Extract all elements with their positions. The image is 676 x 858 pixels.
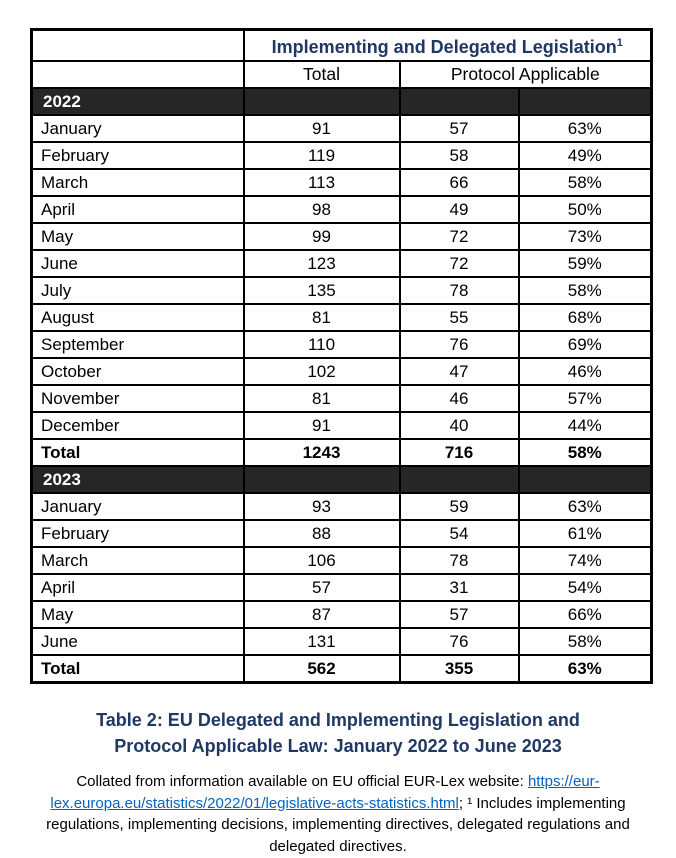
footnote-text-after-link: ; ¹ Includes implementing regulations, implementing decisions, implementing directives, delegated regulations and delegated directives. (46, 794, 630, 855)
protocol-percent-cell: 69% (519, 331, 652, 358)
year-band-empty-cell (519, 466, 652, 493)
month-cell: December (32, 412, 244, 439)
year-label: 2022 (32, 88, 244, 115)
total-cell: 81 (244, 385, 400, 412)
year-band-row (32, 466, 652, 493)
month-data-row (32, 520, 652, 547)
month-cell: June (32, 250, 244, 277)
column-header-total: Total (244, 61, 400, 88)
total-cell: 106 (244, 547, 400, 574)
eur-lex-link-line2: lex.europa.eu/statistics/2022/01/legislative-acts-statistics.html (50, 794, 459, 812)
total-cell: 87 (244, 601, 400, 628)
protocol-percent-cell: 68% (519, 304, 652, 331)
month-data-row (32, 331, 652, 358)
month-data-row (32, 304, 652, 331)
empty-corner-cell (32, 30, 244, 62)
protocol-count-cell: 76 (400, 628, 519, 655)
month-cell: November (32, 385, 244, 412)
protocol-count-cell: 58 (400, 142, 519, 169)
total-sum-cell: 562 (244, 655, 400, 683)
protocol-percent-cell: 46% (519, 358, 652, 385)
total-cell: 98 (244, 196, 400, 223)
protocol-count-cell: 66 (400, 169, 519, 196)
month-cell: February (32, 142, 244, 169)
column-header-protocol-applicable: Protocol Applicable (400, 61, 652, 88)
protocol-percent-cell: 44% (519, 412, 652, 439)
table-title (244, 30, 652, 62)
year-band-empty-cell (244, 466, 400, 493)
year-band-row (32, 88, 652, 115)
month-data-row (32, 574, 652, 601)
year-band-empty-cell (400, 466, 519, 493)
total-cell: 57 (244, 574, 400, 601)
protocol-percent-cell: 63% (519, 115, 652, 142)
month-cell: May (32, 601, 244, 628)
month-cell: May (32, 223, 244, 250)
month-cell: August (32, 304, 244, 331)
table-body (32, 88, 652, 683)
protocol-count-cell: 31 (400, 574, 519, 601)
month-data-row (32, 169, 652, 196)
total-cell: 91 (244, 412, 400, 439)
month-data-row (32, 250, 652, 277)
total-label-cell: Total (32, 655, 244, 683)
total-cell: 119 (244, 142, 400, 169)
month-cell: October (32, 358, 244, 385)
month-cell: March (32, 169, 244, 196)
protocol-percent-cell: 61% (519, 520, 652, 547)
table-title-row (32, 30, 652, 62)
month-data-row (32, 115, 652, 142)
month-data-row (32, 385, 652, 412)
total-cell: 88 (244, 520, 400, 547)
protocol-count-cell: 40 (400, 412, 519, 439)
empty-corner-cell (32, 61, 244, 88)
footnote-text-before-link: Collated from information available on EU official EUR-Lex website: (76, 773, 528, 790)
month-cell: January (32, 493, 244, 520)
month-data-row (32, 358, 652, 385)
protocol-percent-cell: 59% (519, 250, 652, 277)
year-band-empty-cell (244, 88, 400, 115)
section-total-row (32, 439, 652, 466)
protocol-count-cell: 72 (400, 223, 519, 250)
protocol-percent-cell: 57% (519, 385, 652, 412)
total-cell: 110 (244, 331, 400, 358)
protocol-count-cell: 78 (400, 547, 519, 574)
total-cell: 81 (244, 304, 400, 331)
month-cell: June (32, 628, 244, 655)
total-cell: 93 (244, 493, 400, 520)
protocol-count-cell: 59 (400, 493, 519, 520)
year-band-empty-cell (400, 88, 519, 115)
table-title-text: Implementing and Delegated Legislation (271, 37, 617, 57)
total-sum-cell: 1243 (244, 439, 400, 466)
protocol-count-cell: 55 (400, 304, 519, 331)
month-data-row (32, 196, 652, 223)
month-data-row (32, 142, 652, 169)
section-total-row (32, 655, 652, 683)
month-cell: April (32, 196, 244, 223)
month-data-row (32, 601, 652, 628)
protocol-count-cell: 49 (400, 196, 519, 223)
protocol-count-cell: 57 (400, 115, 519, 142)
protocol-percent-cell: 74% (519, 547, 652, 574)
total-cell: 123 (244, 250, 400, 277)
month-cell: September (32, 331, 244, 358)
protocol-sum-cell: 716 (400, 439, 519, 466)
protocol-sum-cell: 355 (400, 655, 519, 683)
total-cell: 131 (244, 628, 400, 655)
protocol-percent-cell: 58% (519, 277, 652, 304)
eur-lex-link-line1: https://eur- (527, 773, 600, 790)
total-label-cell: Total (32, 439, 244, 466)
protocol-count-cell: 78 (400, 277, 519, 304)
total-cell: 102 (244, 358, 400, 385)
protocol-percent-cell: 63% (519, 493, 652, 520)
year-band-empty-cell (519, 88, 652, 115)
table-subheader-row (32, 61, 652, 88)
month-data-row (32, 493, 652, 520)
month-data-row (32, 628, 652, 655)
month-cell: March (32, 547, 244, 574)
protocol-percent-cell: 73% (519, 223, 652, 250)
table-caption: Table 2: EU Delegated and Implementing Legislation and Protocol Applicable Law: January 2022 to June 2023 (96, 710, 580, 756)
protocol-percent-cell: 54% (519, 574, 652, 601)
protocol-count-cell: 76 (400, 331, 519, 358)
protocol-count-cell: 47 (400, 358, 519, 385)
source-footnote (38, 771, 638, 857)
total-cell: 99 (244, 223, 400, 250)
protocol-percent-cell: 58% (519, 169, 652, 196)
protocol-percent-cell: 66% (519, 601, 652, 628)
month-cell: April (32, 574, 244, 601)
footnote-marker: 1 (616, 37, 623, 49)
percent-sum-cell: 58% (519, 439, 652, 466)
percent-sum-cell: 63% (519, 655, 652, 683)
protocol-percent-cell: 49% (519, 142, 652, 169)
total-cell: 91 (244, 115, 400, 142)
protocol-percent-cell: 58% (519, 628, 652, 655)
month-data-row (32, 277, 652, 304)
month-data-row (32, 412, 652, 439)
total-cell: 135 (244, 277, 400, 304)
month-cell: July (32, 277, 244, 304)
total-cell: 113 (244, 169, 400, 196)
month-data-row (32, 223, 652, 250)
protocol-count-cell: 57 (400, 601, 519, 628)
month-data-row (32, 547, 652, 574)
legislation-table (30, 28, 653, 684)
protocol-count-cell: 46 (400, 385, 519, 412)
protocol-count-cell: 72 (400, 250, 519, 277)
year-label: 2023 (32, 466, 244, 493)
month-cell: January (32, 115, 244, 142)
month-cell: February (32, 520, 244, 547)
protocol-count-cell: 54 (400, 520, 519, 547)
protocol-percent-cell: 50% (519, 196, 652, 223)
